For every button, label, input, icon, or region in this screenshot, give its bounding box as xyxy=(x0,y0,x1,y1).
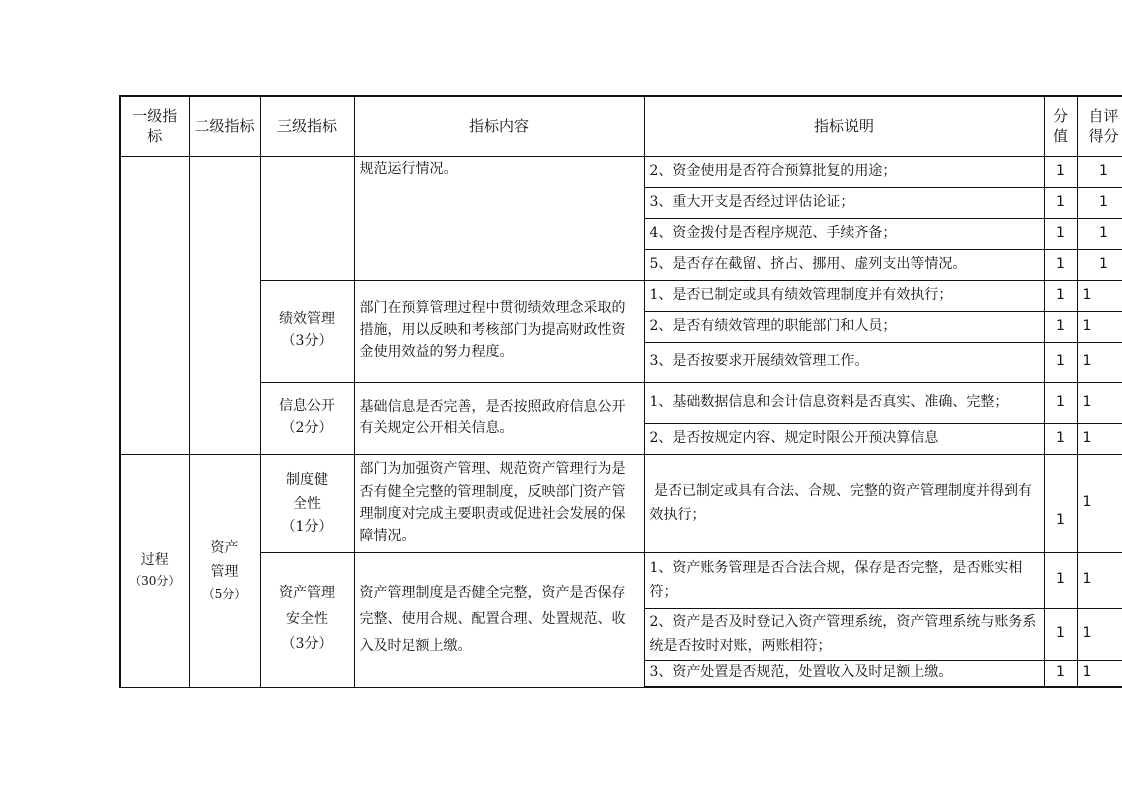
indicator-points: （1分） xyxy=(281,518,333,535)
item-score: 1 xyxy=(1044,382,1077,423)
indicator-name: 资产管理安全性 xyxy=(278,584,335,627)
item-score: 1 xyxy=(1044,423,1077,454)
item-self-score: 1 xyxy=(1077,187,1122,218)
table-row xyxy=(120,382,1122,423)
security-content: 资产管理制度是否健全完整，资产是否保存完整、使用合规、配置合理、处置规范、收入及时足额上缴。 xyxy=(354,552,644,687)
item-self-score: 1 xyxy=(1077,156,1122,187)
indicator-points: （3分） xyxy=(281,636,333,653)
item-description: 3、重大开支是否经过评估论证； xyxy=(644,187,1044,218)
indicator-name: 信息公开 xyxy=(279,398,335,415)
item-description: 4、资金拨付是否程序规范、手续齐备； xyxy=(644,218,1044,249)
item-description: 3、是否按要求开展绩效管理工作。 xyxy=(644,342,1044,382)
table-row xyxy=(120,156,1122,187)
institution-content: 部门为加强资产管理、规范资产管理行为是否有健全完整的管理制度，反映部门资产管理制度对完成主要职责或促进社会发展的保障情况。 xyxy=(354,454,644,552)
header-level1: 一级指标 xyxy=(120,96,189,156)
item-description: 2、资产是否及时登记入资产管理系统，资产管理系统与账务系统是否按时对账，两账相符； xyxy=(644,608,1044,660)
item-description: 5、是否存在截留、挤占、挪用、虚列支出等情况。 xyxy=(644,249,1044,280)
indicator-security xyxy=(260,552,354,687)
item-score: 1 xyxy=(1044,187,1077,218)
item-description: 3、资产处置是否规范，处置收入及时足额上缴。 xyxy=(644,660,1044,687)
item-score: 1 xyxy=(1044,156,1077,187)
item-description: 1、资产账务管理是否合法合规，保存是否完整，是否账实相符； xyxy=(644,552,1044,608)
item-self-score: 1 xyxy=(1077,311,1122,342)
header-description: 指标说明 xyxy=(644,96,1044,156)
item-self-score: 1 xyxy=(1077,660,1122,687)
level3-cell-empty xyxy=(260,156,354,280)
item-score: 1 xyxy=(1044,608,1077,660)
item-score: 1 xyxy=(1044,552,1077,608)
performance-content: 部门在预算管理过程中贯彻绩效理念采取的措施，用以反映和考核部门为提高财政性资金使用效益的努力程度。 xyxy=(354,280,644,382)
level2-points: （5分） xyxy=(202,587,247,601)
indicator-name: 制度健全性 xyxy=(285,471,328,513)
item-self-score: 1 xyxy=(1077,608,1122,660)
item-self-score: 1 xyxy=(1077,218,1122,249)
indicator-performance xyxy=(260,280,354,382)
item-score: 1 xyxy=(1044,249,1077,280)
header-level2: 二级指标 xyxy=(189,96,260,156)
table-row xyxy=(120,280,1122,311)
item-description: 2、是否有绩效管理的职能部门和人员； xyxy=(644,311,1044,342)
level1-name: 过程 xyxy=(140,552,169,569)
header-level3: 三级指标 xyxy=(260,96,354,156)
level2-asset-management xyxy=(189,454,260,687)
level1-points: （30分） xyxy=(129,574,181,589)
header-content: 指标内容 xyxy=(354,96,644,156)
indicator-disclosure xyxy=(260,382,354,454)
level2-name: 资产管理 xyxy=(210,540,239,581)
item-description: 2、是否按规定内容、规定时限公开预决算信息 xyxy=(644,423,1044,454)
item-score: 1 xyxy=(1044,218,1077,249)
evaluation-table-sheet xyxy=(119,95,1122,689)
item-description: 2、资金使用是否符合预算批复的用途； xyxy=(644,156,1044,187)
level1-process xyxy=(120,454,189,687)
item-self-score: 1 xyxy=(1077,280,1122,311)
item-score: 1 xyxy=(1044,311,1077,342)
level1-cell-empty xyxy=(120,156,189,454)
disclosure-content: 基础信息是否完善，是否按照政府信息公开有关规定公开相关信息。 xyxy=(354,382,644,454)
item-self-score: 1 xyxy=(1077,454,1122,552)
table-row xyxy=(120,454,1122,552)
item-self-score: 1 xyxy=(1077,342,1122,382)
indicator-points: （3分） xyxy=(281,333,333,349)
indicator-points: （2分） xyxy=(281,420,333,436)
item-self-score: 1 xyxy=(1077,552,1122,608)
item-self-score: 1 xyxy=(1077,382,1122,423)
item-score: 1 xyxy=(1044,342,1077,382)
item-self-score: 1 xyxy=(1077,423,1122,454)
table-row xyxy=(120,552,1122,608)
indicator-institution xyxy=(260,454,354,552)
item-score: 1 xyxy=(1044,660,1077,687)
budget-content: 规范运行情况。 xyxy=(354,156,644,280)
header-self-score: 自评得分 xyxy=(1077,96,1122,156)
item-description: 1、是否已制定或具有绩效管理制度并有效执行； xyxy=(644,280,1044,311)
item-score: 1 xyxy=(1044,280,1077,311)
item-score: 1 xyxy=(1044,454,1077,552)
level2-cell-empty xyxy=(189,156,260,454)
header-score: 分值 xyxy=(1044,96,1077,156)
evaluation-table xyxy=(119,95,1122,688)
header-row xyxy=(120,96,1122,156)
indicator-name: 绩效管理 xyxy=(279,311,335,328)
item-description: 1、基础数据信息和会计信息资料是否真实、准确、完整； xyxy=(644,382,1044,423)
item-description: 是否已制定或具有合法、合规、完整的资产管理制度并得到有效执行； xyxy=(644,454,1044,552)
item-self-score: 1 xyxy=(1077,249,1122,280)
